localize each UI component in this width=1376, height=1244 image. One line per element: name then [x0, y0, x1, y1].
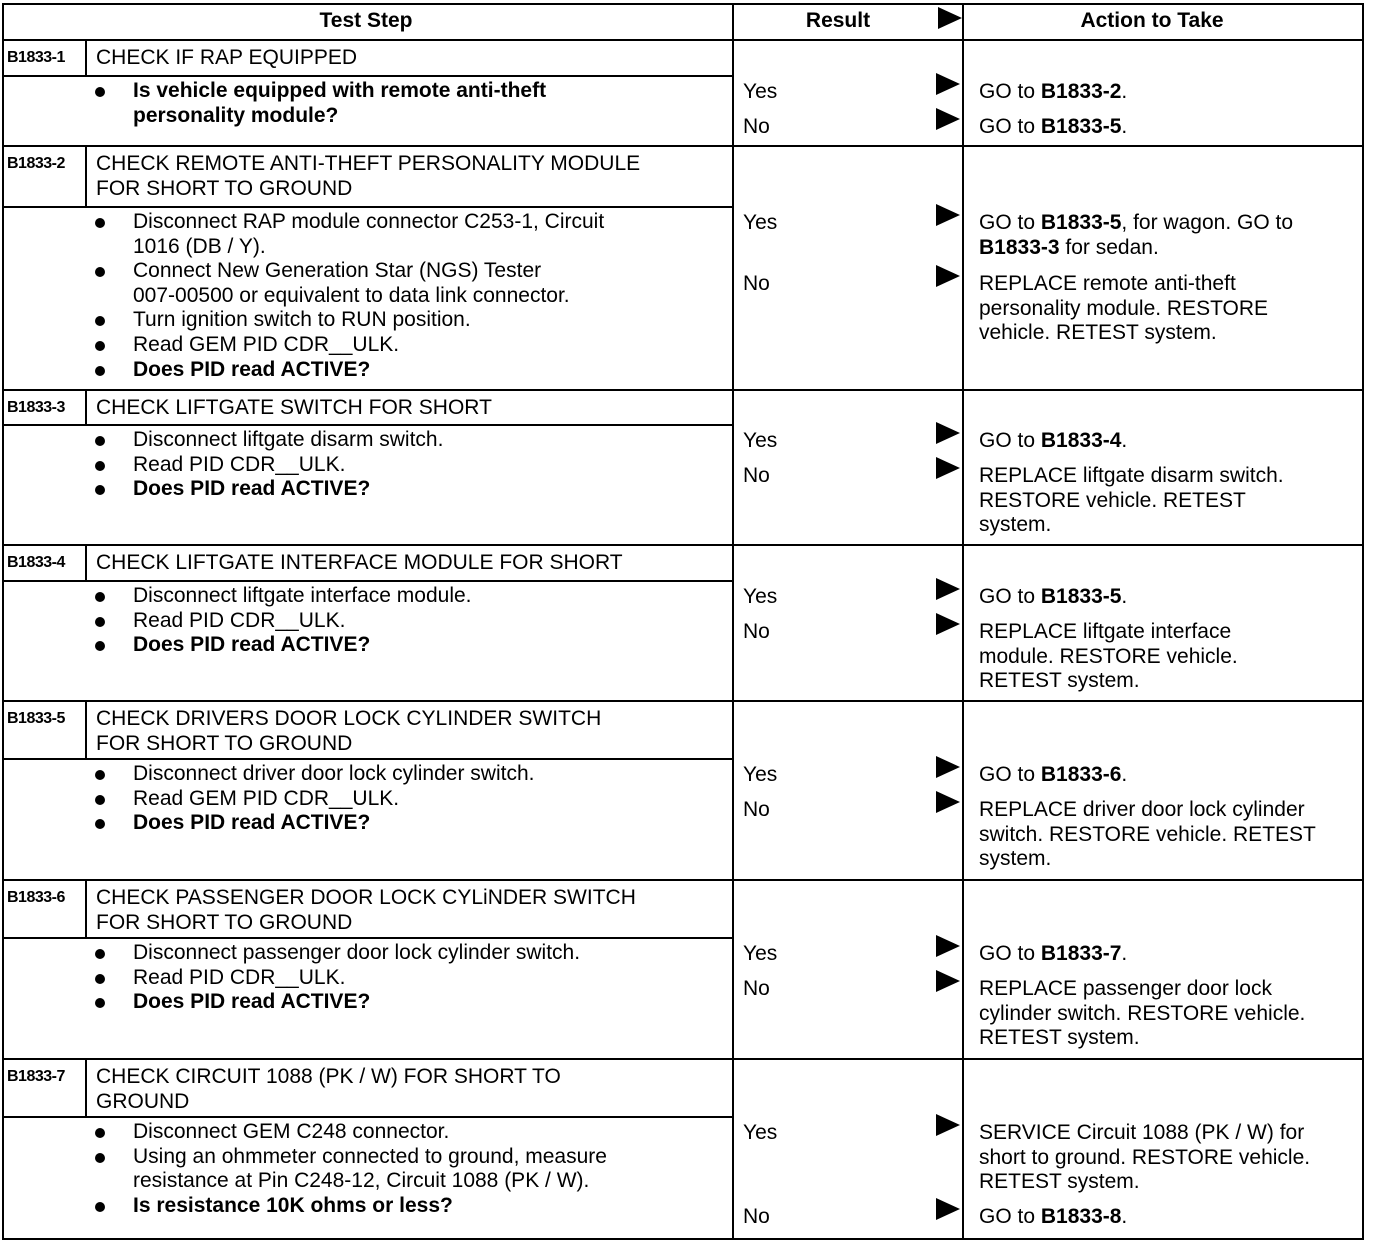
bullet-item — [133, 333, 399, 358]
title-bottom-border — [2, 758, 732, 760]
action-text — [979, 1026, 1140, 1051]
bullet-icon — [95, 819, 105, 829]
result-label-no: No — [743, 977, 770, 1000]
result-arrow-icon — [936, 578, 960, 600]
result-arrow-icon — [936, 422, 960, 444]
step-title: FOR SHORT TO GROUND — [96, 911, 353, 934]
bullet-item — [133, 762, 534, 787]
result-label-no: No — [743, 1205, 770, 1228]
bullet-text: Disconnect GEM C248 connector. — [133, 1120, 450, 1143]
action-text — [979, 942, 1127, 967]
result-arrow-icon — [936, 108, 960, 130]
result-arrow-icon — [936, 935, 960, 957]
table-left-border — [2, 3, 4, 1238]
step-title: FOR SHORT TO GROUND — [96, 732, 353, 755]
bullet-continuation — [133, 104, 338, 129]
action-text-segment: REPLACE liftgate disarm switch. — [979, 464, 1284, 487]
bullet-text: Using an ohmmeter connected to ground, measure — [133, 1144, 607, 1168]
title-bottom-border — [2, 580, 732, 582]
bullet-item — [133, 633, 370, 658]
header-test-step: Test Step — [319, 9, 413, 32]
action-text — [979, 297, 1268, 322]
action-step-ref: B1833-7 — [1040, 942, 1122, 965]
title-bottom-border — [2, 937, 732, 939]
result-arrow-icon — [936, 457, 960, 479]
bullet-icon — [95, 87, 105, 97]
result-arrow-icon — [936, 204, 960, 226]
bullet-icon — [95, 592, 105, 602]
header-bottom-border — [2, 39, 1364, 41]
action-text-segment: REPLACE driver door lock cylinder — [979, 798, 1305, 821]
action-text — [979, 115, 1127, 140]
bullet-item — [133, 428, 443, 453]
bullet-item — [133, 1194, 453, 1219]
action-text-segment: vehicle. RETEST system. — [979, 321, 1217, 344]
bullet-text: Does PID read ACTIVE? — [133, 357, 371, 381]
result-label-no: No — [743, 464, 770, 487]
result-label-no: No — [743, 272, 770, 295]
bullet-item — [133, 453, 345, 478]
bullet-item — [133, 609, 345, 634]
result-label-yes: Yes — [743, 429, 778, 452]
row-separator — [2, 1238, 1364, 1240]
bullet-text: Disconnect liftgate interface module. — [133, 584, 472, 607]
action-text — [979, 763, 1127, 788]
action-text-segment: . — [1121, 763, 1128, 786]
action-text — [979, 847, 1051, 872]
result-arrow-icon — [936, 1198, 960, 1220]
title-bottom-border — [2, 424, 732, 426]
bullet-item — [133, 308, 471, 333]
bullet-text: Does PID read ACTIVE? — [133, 633, 371, 657]
bullet-icon — [95, 461, 105, 471]
header-result-arrow-icon — [938, 7, 962, 29]
action-text-segment: short to ground. RESTORE vehicle. — [979, 1145, 1311, 1169]
action-text-segment: GO to — [979, 942, 1041, 965]
row-separator — [2, 1058, 1364, 1060]
action-text-segment: GO to — [979, 1205, 1041, 1228]
bullet-continuation — [133, 235, 266, 260]
table-top-border — [2, 3, 1364, 5]
bullet-icon — [95, 316, 105, 326]
action-text — [979, 620, 1231, 645]
bullet-icon — [95, 436, 105, 446]
bullet-icon — [95, 1153, 105, 1163]
bullet-text: Disconnect liftgate disarm switch. — [133, 428, 444, 451]
result-label-yes: Yes — [743, 80, 778, 103]
result-arrow-icon — [936, 613, 960, 635]
result-label-yes: Yes — [743, 585, 778, 608]
bullet-text: Disconnect RAP module connector C253-1, Circuit — [133, 210, 605, 233]
bullet-item — [133, 966, 345, 991]
table-right-border — [1362, 3, 1364, 1238]
action-text — [979, 823, 1316, 848]
action-text — [979, 645, 1238, 670]
bullet-icon — [95, 267, 105, 277]
bullet-item — [133, 1120, 449, 1145]
bullet-icon — [95, 485, 105, 495]
bullet-text: Disconnect driver door lock cylinder switch. — [133, 762, 535, 785]
step-id: B1833-5 — [7, 710, 65, 727]
bullet-item — [133, 477, 370, 502]
bullet-icon — [95, 795, 105, 805]
step-id-divider — [85, 389, 87, 424]
action-text-segment: personality module. RESTORE — [979, 296, 1269, 320]
bullet-icon — [95, 1202, 105, 1212]
title-bottom-border — [2, 1116, 732, 1118]
action-text — [979, 1170, 1140, 1195]
step-id: B1833-2 — [7, 155, 65, 172]
result-column-divider — [962, 3, 964, 1238]
action-text — [979, 489, 1246, 514]
result-label-yes: Yes — [743, 942, 778, 965]
step-title: CHECK LIFTGATE SWITCH FOR SHORT — [96, 396, 492, 419]
bullet-icon — [95, 974, 105, 984]
title-bottom-border — [2, 206, 732, 208]
action-text — [979, 1205, 1127, 1230]
bullet-item — [133, 941, 580, 966]
action-text-segment: , for wagon. GO to — [1121, 211, 1294, 234]
row-separator — [2, 389, 1364, 391]
bullet-icon — [95, 218, 105, 228]
bullet-icon — [95, 998, 105, 1008]
step-title: GROUND — [96, 1090, 190, 1113]
bullet-text: Connect New Generation Star (NGS) Tester — [133, 259, 542, 283]
result-label-no: No — [743, 620, 770, 643]
action-step-ref: B1833-4 — [1040, 429, 1122, 452]
action-text-segment: . — [1121, 80, 1128, 103]
action-text — [979, 669, 1140, 694]
row-separator — [2, 879, 1364, 881]
action-text-segment: switch. RESTORE vehicle. RETEST — [979, 822, 1316, 846]
bullet-icon — [95, 641, 105, 651]
action-text-segment: RETEST system. — [979, 669, 1140, 692]
header-result: Result — [805, 9, 871, 32]
bullet-text: resistance at Pin C248-12, Circuit 1088 (PK / W). — [133, 1169, 590, 1193]
action-text-segment: system. — [979, 847, 1052, 870]
bullet-icon — [95, 770, 105, 780]
action-text-segment: GO to — [979, 585, 1041, 608]
action-text-segment: RETEST system. — [979, 1170, 1140, 1193]
bullet-text: Does PID read ACTIVE? — [133, 990, 371, 1014]
action-text-segment: REPLACE passenger door lock — [979, 977, 1272, 1000]
action-text-segment: cylinder switch. RESTORE vehicle. — [979, 1001, 1306, 1025]
result-label-no: No — [743, 798, 770, 821]
bullet-text: Is vehicle equipped with remote anti-theft — [133, 79, 547, 102]
action-text-segment: RESTORE vehicle. RETEST — [979, 488, 1246, 512]
result-arrow-icon — [936, 1114, 960, 1136]
bullet-text: Read GEM PID CDR__ULK. — [133, 333, 400, 356]
step-id-divider — [85, 145, 87, 206]
action-text-segment: . — [1121, 429, 1128, 452]
bullet-icon — [95, 366, 105, 376]
action-text — [979, 321, 1217, 346]
bullet-item — [133, 1145, 607, 1170]
action-text — [979, 513, 1051, 538]
bullet-text: Does PID read ACTIVE? — [133, 477, 371, 501]
action-text-segment: module. RESTORE vehicle. — [979, 644, 1238, 668]
bullet-text: Read GEM PID CDR__ULK. — [133, 786, 400, 810]
action-text-segment: REPLACE remote anti-theft — [979, 272, 1236, 295]
action-text — [979, 464, 1284, 489]
step-title: CHECK PASSENGER DOOR LOCK CYLiNDER SWITCH — [96, 886, 636, 909]
action-text-segment: . — [1121, 942, 1128, 965]
action-step-ref: B1833-5 — [1040, 211, 1122, 234]
step-id-divider — [85, 879, 87, 937]
action-text-segment: system. — [979, 513, 1052, 536]
action-text-segment: REPLACE liftgate interface — [979, 620, 1232, 643]
action-step-ref: B1833-3 — [979, 235, 1060, 259]
step-title: CHECK DRIVERS DOOR LOCK CYLINDER SWITCH — [96, 707, 602, 730]
bullet-text: Read PID CDR__ULK. — [133, 452, 346, 476]
result-label-no: No — [743, 115, 770, 138]
row-separator — [2, 700, 1364, 702]
step-title: CHECK IF RAP EQUIPPED — [96, 46, 358, 69]
bullet-item — [133, 358, 370, 383]
step-id-divider — [85, 700, 87, 758]
step-column-divider — [732, 3, 734, 1238]
bullet-text: Turn ignition switch to RUN position. — [133, 308, 471, 332]
step-id-divider — [85, 39, 87, 75]
action-step-ref: B1833-2 — [1040, 80, 1122, 103]
action-text-segment: GO to — [979, 80, 1041, 103]
bullet-icon — [95, 341, 105, 351]
action-text-segment: . — [1121, 115, 1128, 138]
action-text — [979, 211, 1293, 236]
action-text-segment: GO to — [979, 211, 1041, 234]
bullet-text: Disconnect passenger door lock cylinder switch. — [133, 941, 581, 964]
bullet-continuation — [133, 1169, 589, 1194]
bullet-text: Is resistance 10K ohms or less? — [133, 1193, 453, 1217]
action-text-segment: GO to — [979, 763, 1041, 786]
bullet-item — [133, 259, 541, 284]
action-text-segment: . — [1121, 585, 1128, 608]
bullet-item — [133, 584, 472, 609]
row-separator — [2, 145, 1364, 147]
bullet-text: personality module? — [133, 103, 339, 127]
result-label-yes: Yes — [743, 1121, 778, 1144]
action-text — [979, 1146, 1310, 1171]
action-text — [979, 977, 1272, 1002]
bullet-text: Does PID read ACTIVE? — [133, 811, 371, 835]
action-step-ref: B1833-5 — [1040, 115, 1122, 138]
bullet-item — [133, 811, 370, 836]
step-id-divider — [85, 1058, 87, 1116]
bullet-text: 007-00500 or equivalent to data link connector. — [133, 283, 570, 307]
action-text — [979, 272, 1236, 297]
action-step-ref: B1833-5 — [1040, 585, 1122, 608]
result-arrow-icon — [936, 265, 960, 287]
step-title: CHECK REMOTE ANTI-THEFT PERSONALITY MODULE — [96, 152, 641, 175]
step-title: CHECK LIFTGATE INTERFACE MODULE FOR SHORT — [96, 551, 623, 574]
action-text — [979, 236, 1159, 261]
action-text-segment: SERVICE Circuit 1088 (PK / W) for — [979, 1121, 1305, 1144]
step-id: B1833-6 — [7, 889, 65, 906]
bullet-text: Read PID CDR__ULK. — [133, 965, 346, 989]
action-text — [979, 80, 1127, 105]
action-text-segment: for sedan. — [1059, 235, 1159, 259]
bullet-item — [133, 990, 370, 1015]
step-title: FOR SHORT TO GROUND — [96, 177, 353, 200]
action-step-ref: B1833-6 — [1040, 763, 1122, 786]
result-arrow-icon — [936, 970, 960, 992]
bullet-item — [133, 210, 604, 235]
result-label-yes: Yes — [743, 763, 778, 786]
result-arrow-icon — [936, 73, 960, 95]
action-text-segment: . — [1121, 1205, 1128, 1228]
bullet-icon — [95, 617, 105, 627]
action-text — [979, 1121, 1304, 1146]
header-action: Action to Take — [1080, 9, 1224, 32]
action-text-segment: RETEST system. — [979, 1026, 1140, 1049]
action-step-ref: B1833-8 — [1040, 1205, 1122, 1228]
bullet-text: 1016 (DB / Y). — [133, 234, 266, 258]
action-text-segment: GO to — [979, 115, 1041, 138]
step-id: B1833-3 — [7, 399, 65, 416]
row-separator — [2, 544, 1364, 546]
step-id: B1833-7 — [7, 1068, 65, 1085]
action-text — [979, 798, 1305, 823]
title-bottom-border — [2, 75, 732, 77]
bullet-icon — [95, 1128, 105, 1138]
step-id-divider — [85, 544, 87, 580]
bullet-item — [133, 79, 546, 104]
action-text — [979, 429, 1127, 454]
step-id: B1833-1 — [7, 49, 65, 66]
bullet-icon — [95, 949, 105, 959]
step-title: CHECK CIRCUIT 1088 (PK / W) FOR SHORT TO — [96, 1065, 561, 1088]
action-text — [979, 585, 1127, 610]
result-label-yes: Yes — [743, 211, 778, 234]
action-text-segment: GO to — [979, 429, 1041, 452]
result-arrow-icon — [936, 756, 960, 778]
bullet-text: Read PID CDR__ULK. — [133, 608, 346, 632]
action-text — [979, 1002, 1305, 1027]
step-id: B1833-4 — [7, 554, 65, 571]
bullet-item — [133, 787, 399, 812]
bullet-continuation — [133, 284, 570, 309]
result-arrow-icon — [936, 791, 960, 813]
